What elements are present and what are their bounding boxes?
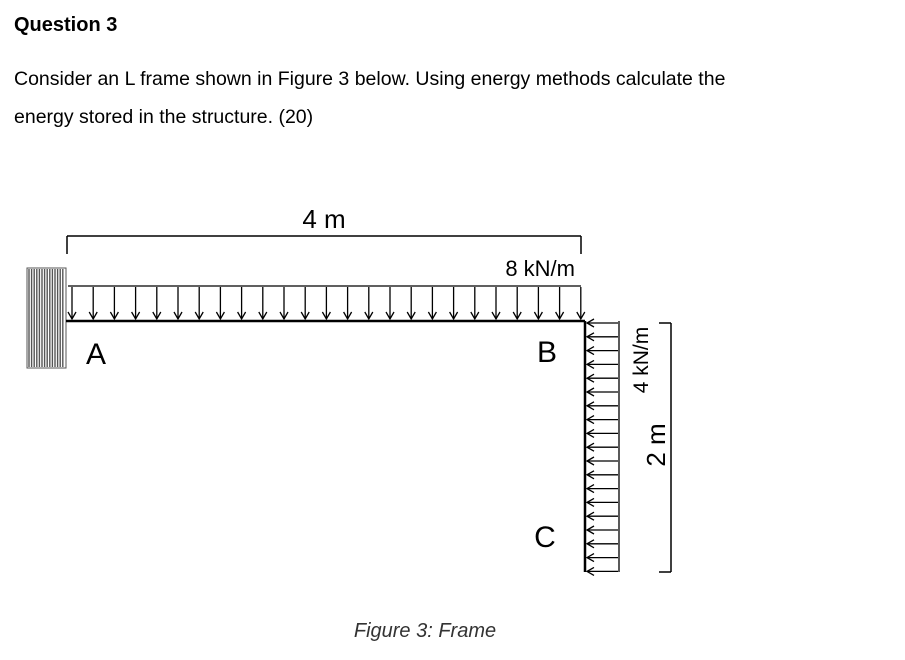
udl-arrow-left [587, 443, 618, 451]
udl-horizontal [68, 286, 585, 319]
udl-arrow-down [132, 287, 140, 319]
question-line-2: energy stored in the structure. (20) [14, 106, 314, 128]
udl-vertical [587, 319, 619, 575]
udl-arrow-down [68, 287, 76, 319]
udl-arrow-down [238, 287, 246, 319]
udl-arrow-left [587, 388, 618, 396]
udl-arrow-down [513, 287, 521, 319]
udl-arrow-left [587, 526, 618, 534]
udl-arrow-down [577, 287, 585, 319]
udl-arrow-left [587, 402, 618, 410]
question-heading: Question 3 [14, 14, 118, 36]
span-label-horizontal: 4 m [302, 204, 346, 234]
udl-horizontal-label: 8 kN/m [505, 256, 575, 281]
udl-arrow-left [587, 512, 618, 520]
udl-arrow-down [153, 287, 161, 319]
udl-arrow-left [587, 485, 618, 493]
span-label-vertical: 2 m [641, 423, 671, 467]
udl-arrow-down [492, 287, 500, 319]
node-a-label: A [85, 338, 107, 371]
udl-arrow-left [587, 319, 618, 327]
udl-arrow-down [322, 287, 330, 319]
udl-arrow-down [556, 287, 564, 319]
udl-arrow-left [587, 540, 618, 548]
udl-arrow-down [471, 287, 479, 319]
udl-arrow-down [89, 287, 97, 319]
udl-arrow-down [534, 287, 542, 319]
udl-arrow-left [587, 567, 618, 575]
udl-arrow-left [587, 416, 618, 424]
udl-arrow-left [587, 554, 618, 562]
udl-arrow-left [587, 374, 618, 382]
udl-arrow-left [587, 333, 618, 341]
udl-arrow-down [450, 287, 458, 319]
fixed-support [27, 268, 66, 368]
udl-arrow-down [259, 287, 267, 319]
udl-arrow-left [587, 457, 618, 465]
node-c-label: C [534, 521, 556, 554]
udl-arrow-down [386, 287, 394, 319]
udl-arrow-down [195, 287, 203, 319]
dimension-horizontal [67, 236, 581, 254]
udl-arrow-down [174, 287, 182, 319]
udl-vertical-label: 4 kN/m [630, 326, 653, 394]
udl-arrow-left [587, 360, 618, 368]
udl-arrow-left [587, 429, 618, 437]
udl-arrow-down [301, 287, 309, 319]
udl-arrow-down [365, 287, 373, 319]
udl-arrow-down [280, 287, 288, 319]
question-line-1: Consider an L frame shown in Figure 3 below. Using energy methods calculate the [14, 68, 726, 90]
udl-arrow-down [344, 287, 352, 319]
udl-arrow-down [216, 287, 224, 319]
udl-arrow-down [110, 287, 118, 319]
udl-arrow-left [587, 498, 618, 506]
udl-arrow-down [407, 287, 415, 319]
figure-caption: Figure 3: Frame [353, 620, 497, 642]
udl-arrow-left [587, 471, 618, 479]
node-b-label: B [536, 336, 558, 369]
udl-arrow-left [587, 347, 618, 355]
udl-arrow-down [428, 287, 436, 319]
